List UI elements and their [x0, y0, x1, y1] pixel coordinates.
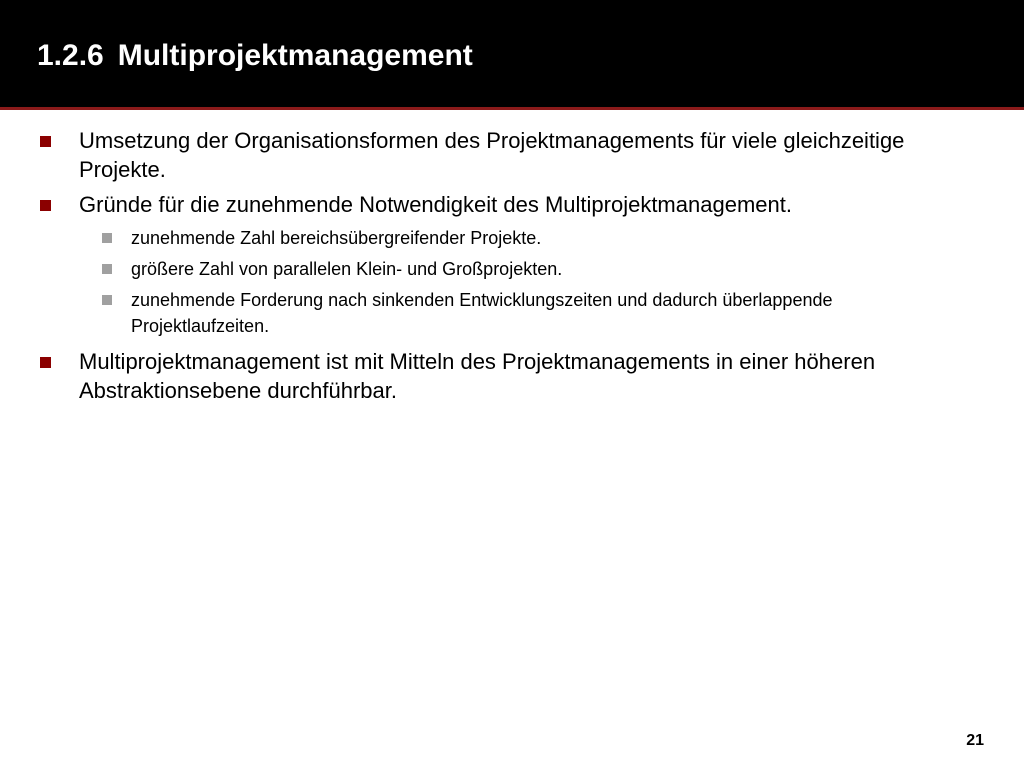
square-bullet-icon: [40, 357, 51, 368]
sub-bullet-text: zunehmende Forderung nach sinkenden Entwicklungszeiten und dadurch überlappende Projektlaufzeiten.: [131, 290, 833, 336]
page-number: 21: [966, 732, 984, 749]
bullet-text: Multiprojektmanagement ist mit Mitteln des Projektmanagements in einer höheren Abstraktionsebene durchführbar.: [79, 349, 876, 403]
slide-title: [37, 36, 473, 76]
sub-bullet-item: [131, 225, 911, 251]
sub-bullet-text: zunehmende Zahl bereichsübergreifender Projekte.: [131, 228, 542, 248]
square-bullet-icon: [102, 295, 112, 305]
bullet-item: [79, 126, 919, 184]
title-number: 1.2.6: [37, 39, 104, 72]
title-text: Multiprojektmanagement: [117, 39, 473, 72]
title-underline: [0, 107, 1024, 110]
bullet-list: [0, 126, 1024, 411]
sub-bullet-text: größere Zahl von parallelen Klein- und Großprojekten.: [131, 259, 563, 279]
title-bar: [0, 0, 1024, 107]
bullet-text: Umsetzung der Organisationsformen des Projektmanagements für viele gleichzeitige Projekte.: [79, 128, 905, 182]
square-bullet-icon: [102, 264, 112, 274]
bullet-item: [79, 347, 919, 405]
sub-bullet-item: [131, 256, 911, 282]
sub-bullet-item: [131, 287, 911, 339]
bullet-item: [79, 190, 919, 219]
square-bullet-icon: [102, 233, 112, 243]
bullet-text: Gründe für die zunehmende Notwendigkeit des Multiprojektmanagement.: [79, 192, 792, 217]
square-bullet-icon: [40, 136, 51, 147]
square-bullet-icon: [40, 200, 51, 211]
